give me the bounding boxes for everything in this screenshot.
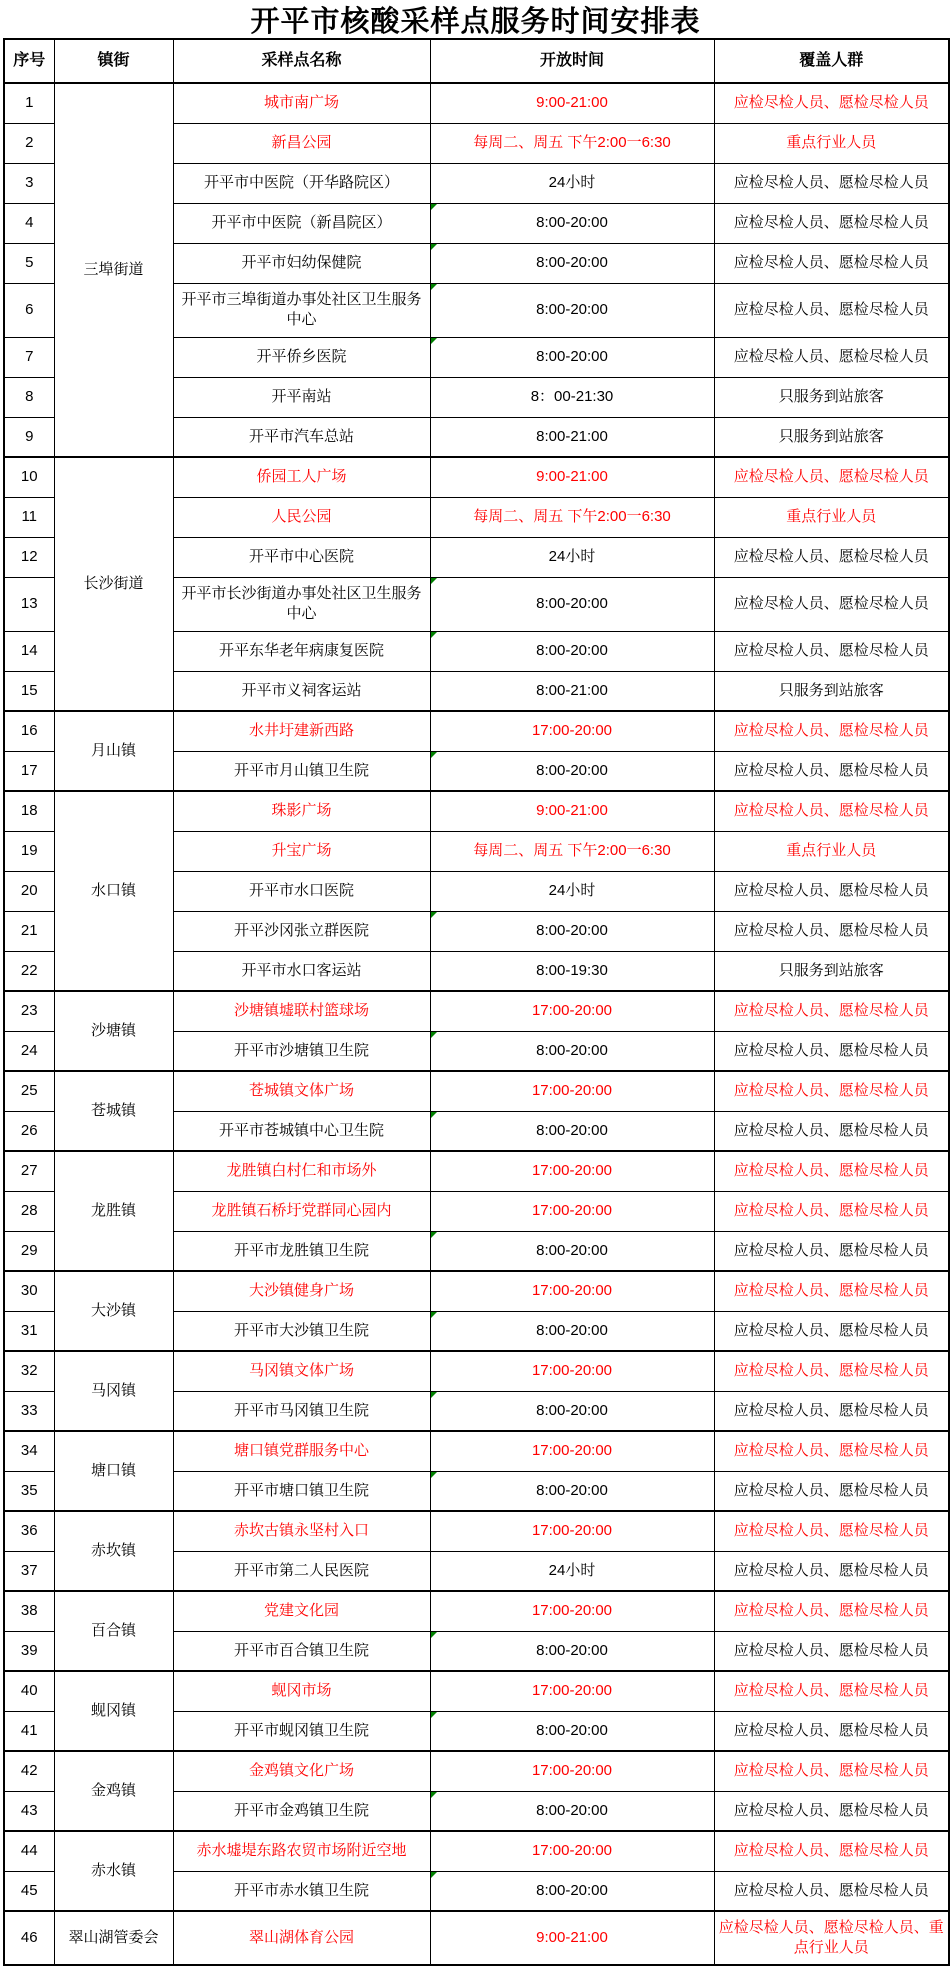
town-cell: 赤坎镇	[54, 1511, 173, 1591]
note-triangle-icon	[431, 632, 437, 638]
open-time-cell	[430, 283, 714, 337]
open-time-text: 每周二、周五 下午2:00一6:30	[473, 841, 671, 859]
population-cell: 应检尽检人员、愿检尽检人员	[714, 243, 949, 283]
population-cell: 应检尽检人员、愿检尽检人员	[714, 751, 949, 791]
open-time-text: 17:00-20:00	[531, 1682, 613, 1700]
open-time-cell	[430, 497, 714, 537]
site-name-cell: 党建文化园	[173, 1591, 430, 1631]
row-number-cell: 20	[4, 871, 54, 911]
row-number-cell: 10	[4, 457, 54, 497]
row-number-cell: 35	[4, 1471, 54, 1511]
open-time-text: 8:00-20:00	[536, 921, 608, 939]
population-cell: 应检尽检人员、愿检尽检人员、重点行业人员	[714, 1911, 949, 1965]
table-row	[4, 83, 949, 123]
population-cell: 应检尽检人员、愿检尽检人员	[714, 1791, 949, 1831]
row-number-cell: 12	[4, 537, 54, 577]
town-cell: 苍城镇	[54, 1071, 173, 1151]
population-cell: 重点行业人员	[714, 831, 949, 871]
town-cell: 翠山湖管委会	[54, 1911, 173, 1965]
site-name-cell: 龙胜镇白村仁和市场外	[173, 1151, 430, 1191]
open-time-cell	[430, 791, 714, 831]
population-cell: 重点行业人员	[714, 497, 949, 537]
row-number-cell: 40	[4, 1671, 54, 1711]
population-cell: 应检尽检人员、愿检尽检人员	[714, 1351, 949, 1391]
note-triangle-icon	[431, 912, 437, 918]
open-time-text: 8:00-20:00	[536, 347, 608, 365]
row-number-cell: 16	[4, 711, 54, 751]
site-name-cell: 人民公园	[173, 497, 430, 537]
population-cell: 只服务到站旅客	[714, 671, 949, 711]
note-triangle-icon	[431, 1112, 437, 1118]
open-time-text: 24小时	[548, 881, 596, 899]
open-time-text: 8:00-20:00	[536, 213, 608, 231]
open-time-text: 8:00-21:00	[536, 681, 608, 699]
town-cell: 金鸡镇	[54, 1751, 173, 1831]
sampling-schedule-table	[3, 38, 950, 1966]
open-time-text: 17:00-20:00	[531, 1602, 613, 1620]
open-time-cell	[430, 1871, 714, 1911]
row-number-cell: 39	[4, 1631, 54, 1671]
population-cell: 应检尽检人员、愿检尽检人员	[714, 83, 949, 123]
open-time-text: 8:00-20:00	[536, 1641, 608, 1659]
row-number-cell: 17	[4, 751, 54, 791]
site-name-cell: 大沙镇健身广场	[173, 1271, 430, 1311]
row-number-cell: 29	[4, 1231, 54, 1271]
open-time-text: 8:00-21:00	[536, 427, 608, 445]
site-name-cell: 开平市苍城镇中心卫生院	[173, 1111, 430, 1151]
site-name-cell: 开平市第二人民医院	[173, 1551, 430, 1591]
population-cell: 应检尽检人员、愿检尽检人员	[714, 203, 949, 243]
population-cell: 应检尽检人员、愿检尽检人员	[714, 1471, 949, 1511]
open-time-cell	[430, 577, 714, 631]
note-triangle-icon	[431, 1472, 437, 1478]
row-number-cell: 27	[4, 1151, 54, 1191]
open-time-text: 8:00-20:00	[536, 1801, 608, 1819]
open-time-cell	[430, 1751, 714, 1791]
population-cell: 重点行业人员	[714, 123, 949, 163]
population-cell: 应检尽检人员、愿检尽检人员	[714, 1311, 949, 1351]
open-time-cell	[430, 1591, 714, 1631]
town-cell: 塘口镇	[54, 1431, 173, 1511]
row-number-cell: 14	[4, 631, 54, 671]
open-time-text: 9:00-21:00	[536, 468, 608, 486]
site-name-cell: 开平市塘口镇卫生院	[173, 1471, 430, 1511]
open-time-cell	[430, 1271, 714, 1311]
header-coverage: 覆盖人群	[714, 39, 949, 83]
open-time-cell	[430, 711, 714, 751]
open-time-text: 8:00-20:00	[536, 641, 608, 659]
table-row	[4, 457, 949, 497]
note-triangle-icon	[431, 1632, 437, 1638]
site-name-cell: 开平市妇幼保健院	[173, 243, 430, 283]
open-time-cell	[430, 1431, 714, 1471]
sampling-table-body	[4, 83, 949, 1965]
open-time-cell	[430, 671, 714, 711]
row-number-cell: 1	[4, 83, 54, 123]
row-number-cell: 46	[4, 1911, 54, 1965]
open-time-text: 17:00-20:00	[531, 1162, 613, 1180]
row-number-cell: 43	[4, 1791, 54, 1831]
table-row	[4, 1431, 949, 1471]
open-time-cell	[430, 1911, 714, 1965]
site-name-cell: 塘口镇党群服务中心	[173, 1431, 430, 1471]
table-row	[4, 1351, 949, 1391]
row-number-cell: 22	[4, 951, 54, 991]
site-name-cell: 赤坎古镇永坚村入口	[173, 1511, 430, 1551]
row-number-cell: 4	[4, 203, 54, 243]
open-time-cell	[430, 123, 714, 163]
population-cell: 应检尽检人员、愿检尽检人员	[714, 163, 949, 203]
site-name-cell: 开平市水口医院	[173, 871, 430, 911]
open-time-cell	[430, 751, 714, 791]
population-cell: 应检尽检人员、愿检尽检人员	[714, 1591, 949, 1631]
row-number-cell: 25	[4, 1071, 54, 1111]
row-number-cell: 18	[4, 791, 54, 831]
row-number-cell: 23	[4, 991, 54, 1031]
open-time-cell	[430, 1031, 714, 1071]
page-title: 开平市核酸采样点服务时间安排表	[250, 5, 701, 38]
population-cell: 应检尽检人员、愿检尽检人员	[714, 991, 949, 1031]
header-site-name: 采样点名称	[173, 39, 430, 83]
site-name-cell: 开平市水口客运站	[173, 951, 430, 991]
row-number-cell: 6	[4, 283, 54, 337]
table-row	[4, 791, 949, 831]
open-time-text: 8:00-20:00	[536, 1041, 608, 1059]
population-cell: 应检尽检人员、愿检尽检人员	[714, 1111, 949, 1151]
open-time-cell	[430, 417, 714, 457]
population-cell: 应检尽检人员、愿检尽检人员	[714, 871, 949, 911]
town-cell: 赤水镇	[54, 1831, 173, 1911]
site-name-cell: 开平市龙胜镇卫生院	[173, 1231, 430, 1271]
table-row	[4, 1591, 949, 1631]
open-time-text: 8:00-20:00	[536, 1401, 608, 1419]
table-row	[4, 1671, 949, 1711]
town-cell: 龙胜镇	[54, 1151, 173, 1271]
table-row	[4, 711, 949, 751]
open-time-text: 17:00-20:00	[531, 1082, 613, 1100]
open-time-cell	[430, 1311, 714, 1351]
table-row	[4, 991, 949, 1031]
site-name-cell: 开平市蚬冈镇卫生院	[173, 1711, 430, 1751]
row-number-cell: 32	[4, 1351, 54, 1391]
population-cell: 应检尽检人员、愿检尽检人员	[714, 1031, 949, 1071]
header-town: 镇街	[54, 39, 173, 83]
population-cell: 应检尽检人员、愿检尽检人员	[714, 337, 949, 377]
note-triangle-icon	[431, 1312, 437, 1318]
open-time-cell	[430, 1831, 714, 1871]
site-name-cell: 金鸡镇文化广场	[173, 1751, 430, 1791]
note-triangle-icon	[431, 204, 437, 210]
note-triangle-icon	[431, 338, 437, 344]
open-time-cell	[430, 1111, 714, 1151]
table-row	[4, 1911, 949, 1965]
open-time-cell	[430, 1231, 714, 1271]
open-time-cell	[430, 1551, 714, 1591]
row-number-cell: 37	[4, 1551, 54, 1591]
header-serial-number: 序号	[4, 39, 54, 83]
row-number-cell: 31	[4, 1311, 54, 1351]
population-cell: 只服务到站旅客	[714, 377, 949, 417]
table-row	[4, 1271, 949, 1311]
open-time-cell	[430, 1391, 714, 1431]
population-cell: 应检尽检人员、愿检尽检人员	[714, 1831, 949, 1871]
table-row	[4, 1751, 949, 1791]
open-time-cell	[430, 1711, 714, 1751]
note-triangle-icon	[431, 1392, 437, 1398]
open-time-text: 24小时	[548, 173, 596, 191]
site-name-cell: 开平市三埠街道办事处社区卫生服务中心	[173, 283, 430, 337]
open-time-cell	[430, 911, 714, 951]
site-name-cell: 蚬冈市场	[173, 1671, 430, 1711]
population-cell: 应检尽检人员、愿检尽检人员	[714, 1191, 949, 1231]
site-name-cell: 开平市沙塘镇卫生院	[173, 1031, 430, 1071]
site-name-cell: 龙胜镇石桥圩党群同心园内	[173, 1191, 430, 1231]
population-cell: 应检尽检人员、愿检尽检人员	[714, 1511, 949, 1551]
population-cell: 应检尽检人员、愿检尽检人员	[714, 577, 949, 631]
open-time-text: 8：00-21:30	[530, 387, 614, 405]
open-time-cell	[430, 951, 714, 991]
open-time-cell	[430, 203, 714, 243]
open-time-cell	[430, 831, 714, 871]
open-time-text: 17:00-20:00	[531, 1201, 613, 1219]
open-time-text: 17:00-20:00	[531, 1282, 613, 1300]
open-time-text: 17:00-20:00	[531, 1522, 613, 1540]
population-cell: 应检尽检人员、愿检尽检人员	[714, 1711, 949, 1751]
row-number-cell: 15	[4, 671, 54, 711]
site-name-cell: 开平市马冈镇卫生院	[173, 1391, 430, 1431]
site-name-cell: 开平市月山镇卫生院	[173, 751, 430, 791]
open-time-text: 8:00-20:00	[536, 1121, 608, 1139]
row-number-cell: 45	[4, 1871, 54, 1911]
open-time-cell	[430, 991, 714, 1031]
population-cell: 应检尽检人员、愿检尽检人员	[714, 711, 949, 751]
site-name-cell: 苍城镇文体广场	[173, 1071, 430, 1111]
open-time-cell	[430, 1511, 714, 1551]
open-time-text: 17:00-20:00	[531, 1442, 613, 1460]
note-triangle-icon	[431, 578, 437, 584]
population-cell: 应检尽检人员、愿检尽检人员	[714, 283, 949, 337]
row-number-cell: 36	[4, 1511, 54, 1551]
population-cell: 应检尽检人员、愿检尽检人员	[714, 1751, 949, 1791]
site-name-cell: 翠山湖体育公园	[173, 1911, 430, 1965]
open-time-text: 17:00-20:00	[531, 1842, 613, 1860]
note-triangle-icon	[431, 752, 437, 758]
row-number-cell: 5	[4, 243, 54, 283]
population-cell: 只服务到站旅客	[714, 951, 949, 991]
site-name-cell: 水井圩建新西路	[173, 711, 430, 751]
table-row	[4, 1071, 949, 1111]
site-name-cell: 侨园工人广场	[173, 457, 430, 497]
site-name-cell: 珠影广场	[173, 791, 430, 831]
town-cell: 大沙镇	[54, 1271, 173, 1351]
row-number-cell: 7	[4, 337, 54, 377]
open-time-cell	[430, 1471, 714, 1511]
row-number-cell: 30	[4, 1271, 54, 1311]
row-number-cell: 8	[4, 377, 54, 417]
site-name-cell: 开平市中医院（开华路院区）	[173, 163, 430, 203]
row-number-cell: 33	[4, 1391, 54, 1431]
open-time-cell	[430, 1191, 714, 1231]
open-time-text: 8:00-20:00	[536, 300, 608, 318]
population-cell: 应检尽检人员、愿检尽检人员	[714, 537, 949, 577]
note-triangle-icon	[431, 284, 437, 290]
open-time-cell	[430, 1071, 714, 1111]
site-name-cell: 开平市汽车总站	[173, 417, 430, 457]
row-number-cell: 2	[4, 123, 54, 163]
site-name-cell: 马冈镇文体广场	[173, 1351, 430, 1391]
note-triangle-icon	[431, 1232, 437, 1238]
population-cell: 应检尽检人员、愿检尽检人员	[714, 1431, 949, 1471]
site-name-cell: 开平市赤水镇卫生院	[173, 1871, 430, 1911]
population-cell: 应检尽检人员、愿检尽检人员	[714, 1871, 949, 1911]
site-name-cell: 赤水墟堤东路农贸市场附近空地	[173, 1831, 430, 1871]
site-name-cell: 新昌公园	[173, 123, 430, 163]
row-number-cell: 21	[4, 911, 54, 951]
open-time-text: 8:00-20:00	[536, 1481, 608, 1499]
town-cell: 沙塘镇	[54, 991, 173, 1071]
population-cell: 应检尽检人员、愿检尽检人员	[714, 1631, 949, 1671]
open-time-text: 8:00-20:00	[536, 253, 608, 271]
open-time-cell	[430, 83, 714, 123]
open-time-text: 17:00-20:00	[531, 1362, 613, 1380]
town-cell: 月山镇	[54, 711, 173, 791]
row-number-cell: 24	[4, 1031, 54, 1071]
open-time-text: 17:00-20:00	[531, 1002, 613, 1020]
open-time-cell	[430, 163, 714, 203]
table-row	[4, 1151, 949, 1191]
row-number-cell: 34	[4, 1431, 54, 1471]
population-cell: 应检尽检人员、愿检尽检人员	[714, 1231, 949, 1271]
open-time-cell	[430, 1351, 714, 1391]
site-name-cell: 开平南站	[173, 377, 430, 417]
population-cell: 应检尽检人员、愿检尽检人员	[714, 911, 949, 951]
site-name-cell: 开平市中心医院	[173, 537, 430, 577]
population-cell: 只服务到站旅客	[714, 417, 949, 457]
note-triangle-icon	[431, 1712, 437, 1718]
site-name-cell: 开平市中医院（新昌院区）	[173, 203, 430, 243]
population-cell: 应检尽检人员、愿检尽检人员	[714, 1391, 949, 1431]
open-time-cell	[430, 1151, 714, 1191]
site-name-cell: 开平侨乡医院	[173, 337, 430, 377]
open-time-text: 8:00-20:00	[536, 1721, 608, 1739]
town-cell: 马冈镇	[54, 1351, 173, 1431]
town-cell: 水口镇	[54, 791, 173, 991]
town-cell: 百合镇	[54, 1591, 173, 1671]
open-time-text: 9:00-21:00	[536, 802, 608, 820]
row-number-cell: 11	[4, 497, 54, 537]
town-cell: 蚬冈镇	[54, 1671, 173, 1751]
population-cell: 应检尽检人员、愿检尽检人员	[714, 457, 949, 497]
site-name-cell: 沙塘镇墟联村篮球场	[173, 991, 430, 1031]
header-open-time: 开放时间	[430, 39, 714, 83]
open-time-text: 17:00-20:00	[531, 1762, 613, 1780]
open-time-text: 8:00-20:00	[536, 1241, 608, 1259]
table-row	[4, 1831, 949, 1871]
open-time-text: 24小时	[548, 1561, 596, 1579]
open-time-cell	[430, 457, 714, 497]
open-time-text: 24小时	[548, 547, 596, 565]
table-header	[4, 39, 949, 83]
open-time-text: 8:00-20:00	[536, 594, 608, 612]
row-number-cell: 44	[4, 1831, 54, 1871]
population-cell: 应检尽检人员、愿检尽检人员	[714, 631, 949, 671]
open-time-text: 17:00-20:00	[531, 722, 613, 740]
open-time-text: 8:00-20:00	[536, 761, 608, 779]
row-number-cell: 9	[4, 417, 54, 457]
note-triangle-icon	[431, 1792, 437, 1798]
header-row	[4, 39, 949, 83]
town-cell: 长沙街道	[54, 457, 173, 711]
open-time-text: 8:00-20:00	[536, 1881, 608, 1899]
row-number-cell: 42	[4, 1751, 54, 1791]
open-time-text: 每周二、周五 下午2:00一6:30	[473, 133, 671, 151]
site-name-cell: 开平市长沙街道办事处社区卫生服务中心	[173, 577, 430, 631]
open-time-text: 8:00-19:30	[536, 961, 608, 979]
row-number-cell: 41	[4, 1711, 54, 1751]
note-triangle-icon	[431, 244, 437, 250]
row-number-cell: 28	[4, 1191, 54, 1231]
population-cell: 应检尽检人员、愿检尽检人员	[714, 1151, 949, 1191]
town-cell: 三埠街道	[54, 83, 173, 457]
population-cell: 应检尽检人员、愿检尽检人员	[714, 1671, 949, 1711]
note-triangle-icon	[431, 1032, 437, 1038]
note-triangle-icon	[431, 1872, 437, 1878]
row-number-cell: 38	[4, 1591, 54, 1631]
open-time-cell	[430, 337, 714, 377]
open-time-cell	[430, 1671, 714, 1711]
site-name-cell: 开平东华老年病康复医院	[173, 631, 430, 671]
population-cell: 应检尽检人员、愿检尽检人员	[714, 791, 949, 831]
open-time-cell	[430, 1631, 714, 1671]
site-name-cell: 开平市金鸡镇卫生院	[173, 1791, 430, 1831]
site-name-cell: 升宝广场	[173, 831, 430, 871]
open-time-cell	[430, 243, 714, 283]
row-number-cell: 3	[4, 163, 54, 203]
open-time-text: 9:00-21:00	[536, 94, 608, 112]
row-number-cell: 13	[4, 577, 54, 631]
population-cell: 应检尽检人员、愿检尽检人员	[714, 1071, 949, 1111]
site-name-cell: 开平市大沙镇卫生院	[173, 1311, 430, 1351]
site-name-cell: 开平沙冈张立群医院	[173, 911, 430, 951]
open-time-text: 9:00-21:00	[536, 1928, 608, 1946]
open-time-cell	[430, 377, 714, 417]
site-name-cell: 开平市百合镇卫生院	[173, 1631, 430, 1671]
open-time-text: 8:00-20:00	[536, 1321, 608, 1339]
table-row	[4, 1511, 949, 1551]
row-number-cell: 19	[4, 831, 54, 871]
open-time-cell	[430, 871, 714, 911]
site-name-cell: 开平市义祠客运站	[173, 671, 430, 711]
open-time-cell	[430, 537, 714, 577]
population-cell: 应检尽检人员、愿检尽检人员	[714, 1551, 949, 1591]
population-cell: 应检尽检人员、愿检尽检人员	[714, 1271, 949, 1311]
site-name-cell: 城市南广场	[173, 83, 430, 123]
open-time-cell	[430, 1791, 714, 1831]
row-number-cell: 26	[4, 1111, 54, 1151]
open-time-text: 每周二、周五 下午2:00一6:30	[473, 507, 671, 525]
open-time-cell	[430, 631, 714, 671]
